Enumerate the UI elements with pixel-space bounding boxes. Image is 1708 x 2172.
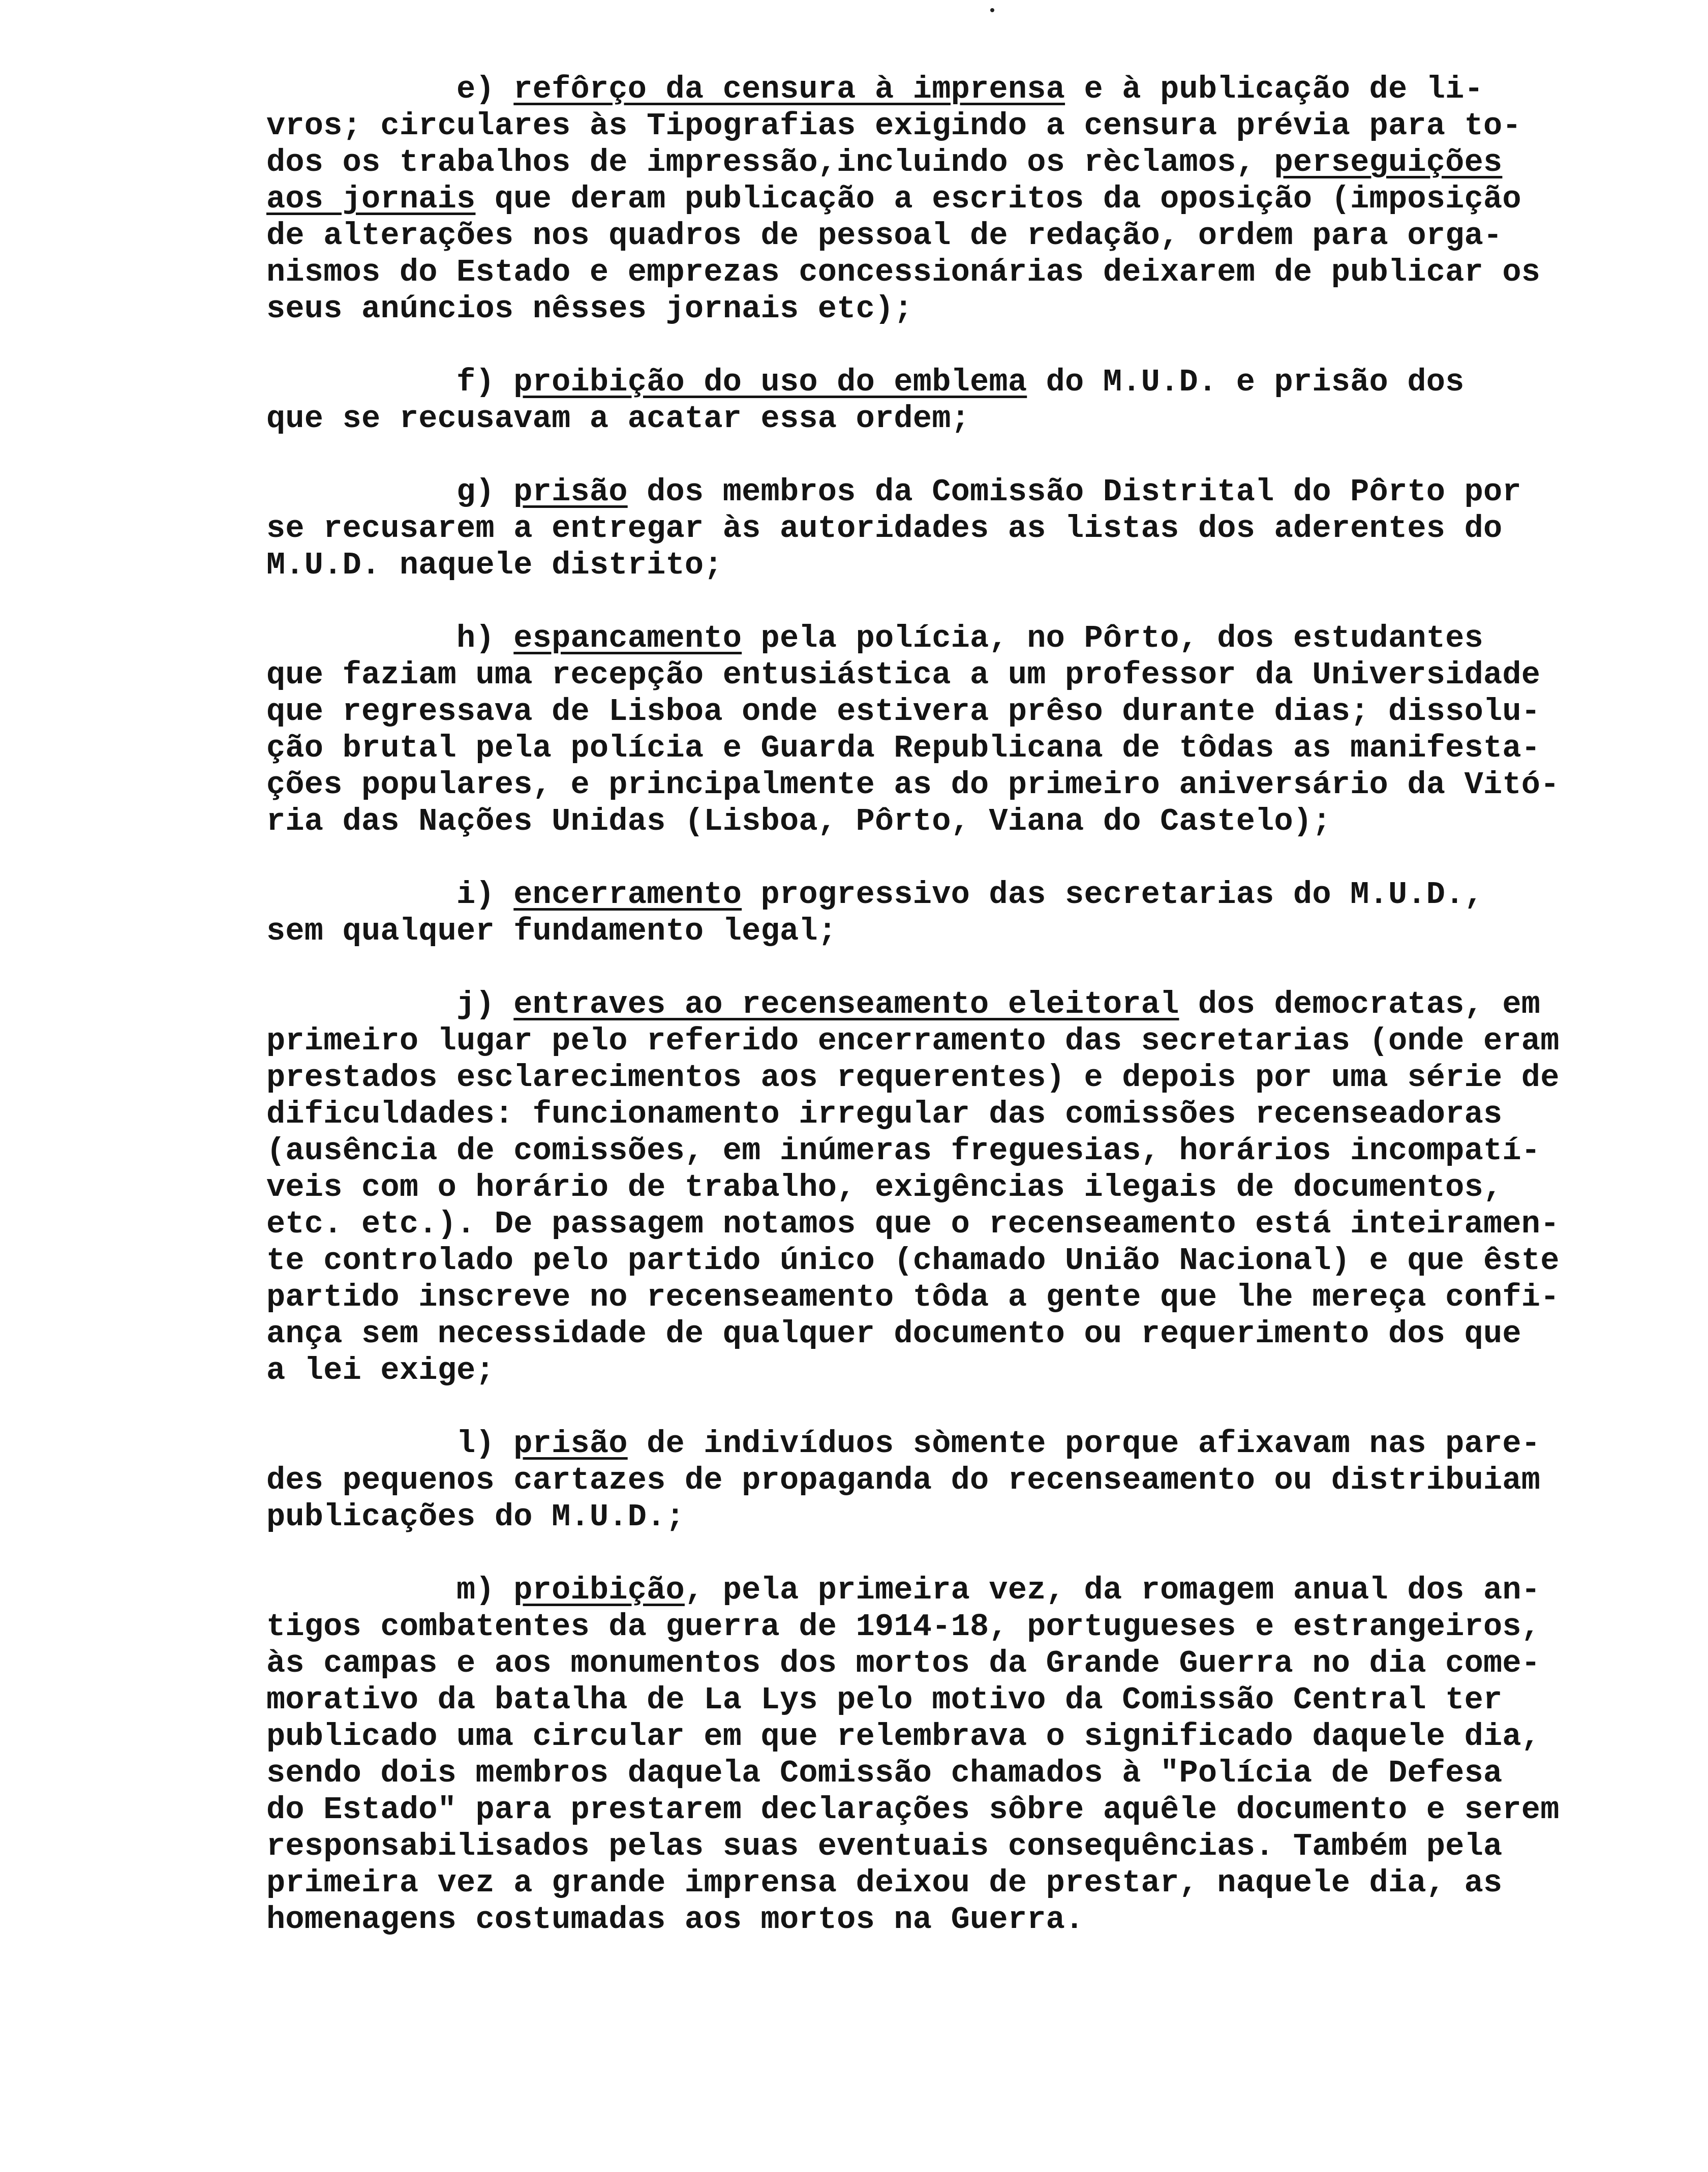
- text-line: [266, 1023, 1669, 1060]
- text-segment: partido inscreve no recenseamento tôda a gente que lhe mereça confi-: [266, 1279, 1560, 1315]
- text-line: [266, 181, 1669, 218]
- text-line: [266, 510, 1669, 547]
- text-segment: ria das Nações Unidas (Lisboa, Pôrto, Viana do Castelo);: [266, 803, 1331, 839]
- text-segment: primeira vez a grande imprensa deixou de prestar, naquele dia, as: [266, 1865, 1503, 1901]
- text-segment: h): [266, 620, 514, 656]
- text-line: [266, 1572, 1669, 1609]
- text-segment: te controlado pelo partido único (chamado União Nacional) e que êste: [266, 1243, 1560, 1279]
- underlined-phrase: entraves ao recenseamento eleitoral: [513, 986, 1179, 1022]
- text-line: [266, 877, 1669, 913]
- text-segment: às campas e aos monumentos dos mortos da Grande Guerra no dia come-: [266, 1645, 1541, 1681]
- paragraph-item-g: [266, 474, 1669, 584]
- text-line: [266, 547, 1669, 584]
- text-segment: prestados esclarecimentos aos requerentes) e depois por uma série de: [266, 1060, 1560, 1096]
- text-segment: veis com o horário de trabalho, exigências ilegais de documentos,: [266, 1169, 1503, 1205]
- paragraph-item-j: [266, 986, 1669, 1389]
- underlined-phrase: refôrço da censura à imprensa: [513, 71, 1065, 107]
- text-line: [266, 1133, 1669, 1169]
- text-line: [266, 803, 1669, 840]
- underlined-phrase: espancamento: [513, 620, 742, 656]
- text-segment: , pela primeira vez, da romagem anual dos an-: [684, 1572, 1541, 1608]
- text-segment: que faziam uma recepção entusiástica a um professor da Universidade: [266, 657, 1541, 693]
- text-line: [266, 1902, 1669, 1938]
- text-segment: etc. etc.). De passagem notamos que o recenseamento está inteiramen-: [266, 1206, 1560, 1242]
- paragraph-item-l: [266, 1426, 1669, 1535]
- text-segment: ança sem necessidade de qualquer documento ou requerimento dos que: [266, 1316, 1521, 1352]
- text-line: [266, 1206, 1669, 1243]
- text-line: [266, 1828, 1669, 1865]
- text-line: [266, 1609, 1669, 1645]
- text-line: [266, 1096, 1669, 1133]
- text-line: [266, 254, 1669, 291]
- text-segment: responsabilisados pelas suas eventuais consequências. Também pela: [266, 1828, 1503, 1864]
- underlined-phrase: proibição do uso do emblema: [513, 364, 1027, 400]
- text-segment: g): [266, 474, 514, 510]
- text-segment: des pequenos cartazes de propaganda do recenseamento ou distribuiam: [266, 1462, 1541, 1498]
- text-line: [266, 1060, 1669, 1096]
- text-segment: nismos do Estado e emprezas concessionárias deixarem de publicar os: [266, 254, 1541, 290]
- paragraph-item-e: [266, 71, 1669, 327]
- text-segment: dos membros da Comissão Distrital do Pôrto por: [627, 474, 1521, 510]
- text-line: [266, 1755, 1669, 1792]
- text-line: [266, 913, 1669, 950]
- text-segment: a lei exige;: [266, 1352, 495, 1389]
- underlined-phrase: aos jornais: [266, 181, 476, 217]
- text-segment: de indivíduos sòmente porque afixavam nas pare-: [627, 1426, 1541, 1462]
- text-line: [266, 474, 1669, 510]
- text-line: [266, 108, 1669, 144]
- underlined-phrase: prisão: [513, 1426, 628, 1462]
- text-line: [266, 1865, 1669, 1902]
- text-segment: e à publicação de li-: [1065, 71, 1483, 107]
- text-segment: que se recusavam a acatar essa ordem;: [266, 401, 970, 437]
- text-segment: que deram publicação a escritos da oposição (imposição: [475, 181, 1521, 217]
- text-line: [266, 1243, 1669, 1279]
- text-line: [266, 401, 1669, 437]
- text-line: [266, 1169, 1669, 1206]
- paragraph-item-m: [266, 1572, 1669, 1938]
- text-segment: de alterações nos quadros de pessoal de redação, ordem para orga-: [266, 218, 1503, 254]
- text-line: [266, 1279, 1669, 1316]
- text-segment: progressivo das secretarias do M.U.D.,: [742, 877, 1483, 913]
- text-line: [266, 144, 1669, 181]
- text-segment: M.U.D. naquele distrito;: [266, 547, 723, 583]
- text-line: [266, 620, 1669, 657]
- text-line: [266, 364, 1669, 401]
- text-segment: vros; circulares às Tipografias exigindo a censura prévia para to-: [266, 108, 1521, 144]
- text-line: [266, 1462, 1669, 1499]
- text-line: [266, 1645, 1669, 1682]
- text-segment: ção brutal pela polícia e Guarda Republicana de tôdas as manifesta-: [266, 730, 1541, 766]
- text-segment: primeiro lugar pelo referido encerramento das secretarias (onde eram: [266, 1023, 1560, 1059]
- text-segment: publicado uma circular em que relembrava o significado daquele dia,: [266, 1718, 1541, 1755]
- text-segment: f): [266, 364, 514, 400]
- text-segment: do M.U.D. e prisão dos: [1027, 364, 1465, 400]
- text-line: [266, 657, 1669, 693]
- text-segment: i): [266, 877, 514, 913]
- text-segment: se recusarem a entregar às autoridades as listas dos aderentes do: [266, 510, 1503, 547]
- text-segment: do Estado" para prestarem declarações sôbre aquêle documento e serem: [266, 1792, 1560, 1828]
- text-segment: publicações do M.U.D.;: [266, 1499, 685, 1535]
- text-segment: sem qualquer fundamento legal;: [266, 913, 837, 949]
- text-segment: que regressava de Lisboa onde estivera prêso durante dias; dissolu-: [266, 693, 1541, 730]
- paragraph-item-i: [266, 877, 1669, 950]
- text-line: [266, 1426, 1669, 1462]
- text-segment: sendo dois membros daquela Comissão chamados à "Polícia de Defesa: [266, 1755, 1503, 1791]
- text-segment: seus anúncios nêsses jornais etc);: [266, 291, 913, 327]
- text-segment: (ausência de comissões, em inúmeras freguesias, horários incompatí-: [266, 1133, 1541, 1169]
- text-line: [266, 1682, 1669, 1718]
- underlined-phrase: proibição: [513, 1572, 685, 1608]
- text-segment: dos os trabalhos de impressão,incluindo os rèclamos,: [266, 144, 1274, 180]
- text-line: [266, 1792, 1669, 1828]
- text-segment: morativo da batalha de La Lys pelo motivo da Comissão Central ter: [266, 1682, 1503, 1718]
- text-segment: e): [266, 71, 514, 107]
- text-segment: dos democratas, em: [1179, 986, 1541, 1022]
- underlined-phrase: perseguições: [1274, 144, 1503, 180]
- typewritten-text: [266, 71, 1669, 1975]
- text-segment: m): [266, 1572, 514, 1608]
- text-line: [266, 1316, 1669, 1352]
- text-line: [266, 693, 1669, 730]
- text-line: [266, 1499, 1669, 1535]
- text-line: [266, 1718, 1669, 1755]
- text-line: [266, 767, 1669, 803]
- text-line: [266, 1352, 1669, 1389]
- paragraph-item-f: [266, 364, 1669, 437]
- text-line: [266, 218, 1669, 254]
- text-line: [266, 986, 1669, 1023]
- text-segment: ções populares, e principalmente as do primeiro aniversário da Vitó-: [266, 767, 1560, 803]
- text-line: [266, 730, 1669, 767]
- text-segment: tigos combatentes da guerra de 1914-18, portugueses e estrangeiros,: [266, 1609, 1541, 1645]
- text-segment: j): [266, 986, 514, 1022]
- underlined-phrase: prisão: [513, 474, 628, 510]
- paper-speck: [990, 8, 994, 12]
- text-segment: l): [266, 1426, 514, 1462]
- paragraph-item-h: [266, 620, 1669, 840]
- text-segment: dificuldades: funcionamento irregular das comissões recenseadoras: [266, 1096, 1503, 1132]
- text-segment: homenagens costumadas aos mortos na Guerra.: [266, 1902, 1084, 1938]
- text-line: [266, 71, 1669, 108]
- text-line: [266, 291, 1669, 327]
- underlined-phrase: encerramento: [513, 877, 742, 913]
- text-segment: pela polícia, no Pôrto, dos estudantes: [742, 620, 1483, 656]
